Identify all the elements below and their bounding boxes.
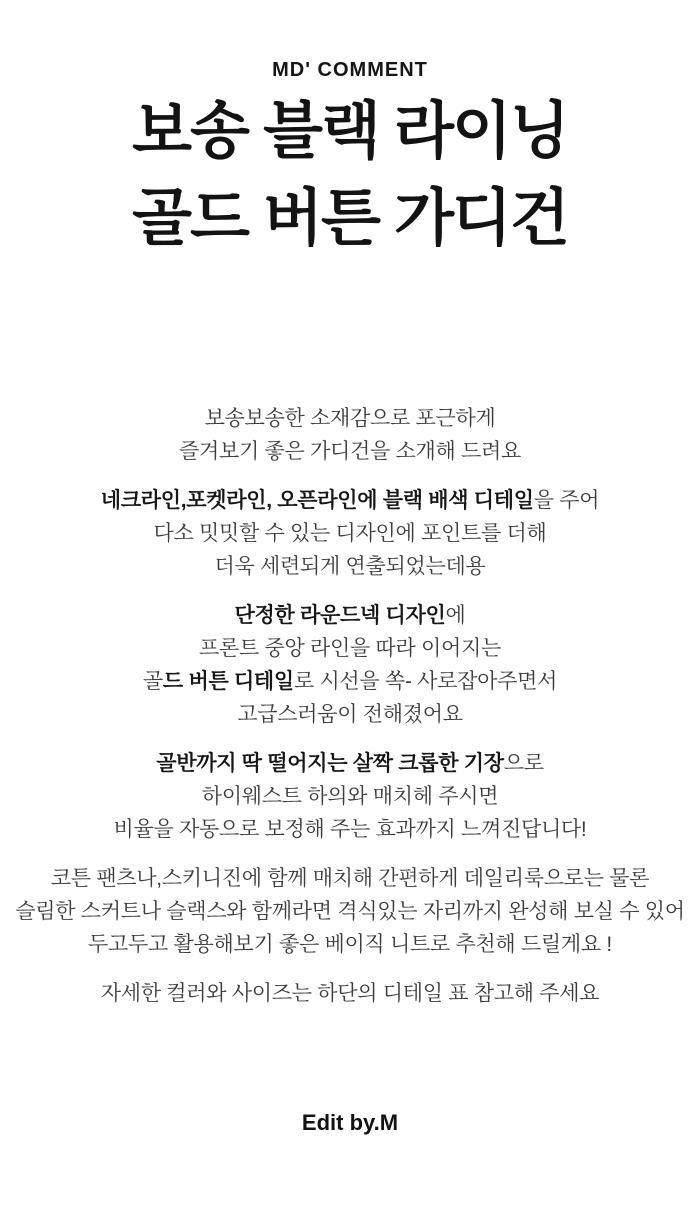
- text-line: [0, 895, 700, 928]
- text-line: [0, 928, 700, 961]
- text-segment-bold: 드 버튼 디테일: [162, 670, 294, 693]
- paragraph-gold-button: [0, 599, 700, 731]
- md-comment-label: MD' COMMENT: [272, 59, 428, 81]
- text-line: [0, 665, 700, 698]
- text-line: [0, 780, 700, 813]
- text-line: [0, 402, 700, 435]
- text-segment: 보송보송한 소재감으로 포근하게: [204, 407, 496, 430]
- product-title: [0, 88, 700, 262]
- text-segment: 두고두고 활용해보기 좋은 베이직 니트로 추천해 드릴게요 !: [88, 933, 612, 956]
- text-segment: 자세한 컬러와 사이즈는 하단의 디테일 표 참고해 주세요: [100, 982, 600, 1005]
- text-segment-bold: 네크라인,포켓라인, 오픈라인에 블랙 배색 디테일: [100, 489, 534, 512]
- text-segment: 로 시선을 쏙- 사로잡아주면서: [293, 670, 558, 693]
- text-line: [0, 698, 700, 731]
- paragraph-size-note: [0, 977, 700, 1010]
- text-segment: 고급스러움이 전해졌어요: [237, 703, 463, 726]
- text-line: [0, 599, 700, 632]
- paragraph-black-detail: [0, 484, 700, 583]
- text-line: [0, 747, 700, 780]
- text-line: [0, 550, 700, 583]
- paragraph-crop-length: [0, 747, 700, 846]
- text-segment: 골: [142, 670, 163, 693]
- text-line: [0, 977, 700, 1010]
- text-segment: 으로: [503, 752, 544, 775]
- text-segment-bold: 골반까지 딱 떨어지는 살짝 크롭한 기장: [156, 752, 504, 775]
- text-segment: 더욱 세련되게 연출되었는데용: [214, 555, 486, 578]
- description-body: [0, 402, 700, 1010]
- editor-credit: Edit by.M: [301, 1110, 399, 1135]
- paragraph-intro: [0, 402, 700, 468]
- text-line: [0, 862, 700, 895]
- text-segment: 다소 밋밋할 수 있는 디자인에 포인트를 더해: [153, 522, 547, 545]
- text-line: [0, 813, 700, 846]
- text-line: [0, 435, 700, 468]
- text-line: [0, 517, 700, 550]
- text-segment: 하이웨스트 하의와 매치헤 주시면: [201, 785, 499, 808]
- product-title-line2: 골드 버튼 가디건: [132, 184, 568, 253]
- paragraph-styling: [0, 862, 700, 961]
- text-line: [0, 632, 700, 665]
- text-segment: 을 주어: [533, 489, 600, 512]
- text-segment: 코튼 팬츠나,스키니진에 함께 매치해 간편하게 데일리룩으로는 물론: [50, 867, 650, 890]
- text-segment: 비율을 자동으로 보정해 주는 효과까지 느껴진답니다!: [113, 818, 587, 841]
- text-segment: 즐겨보기 좋은 가디건을 소개해 드려요: [179, 440, 521, 463]
- text-segment: 에: [445, 604, 466, 627]
- text-line: [0, 484, 700, 517]
- text-segment: 프론트 중앙 라인을 따라 이어지는: [199, 637, 501, 660]
- product-title-line1: 보송 블랙 라이닝: [132, 97, 568, 166]
- text-segment-bold: 단정한 라운드넥 디자인: [234, 604, 446, 627]
- text-segment: 슬림한 스커트나 슬랙스와 함께라면 격식있는 자리까지 완성해 보실 수 있어: [15, 900, 685, 923]
